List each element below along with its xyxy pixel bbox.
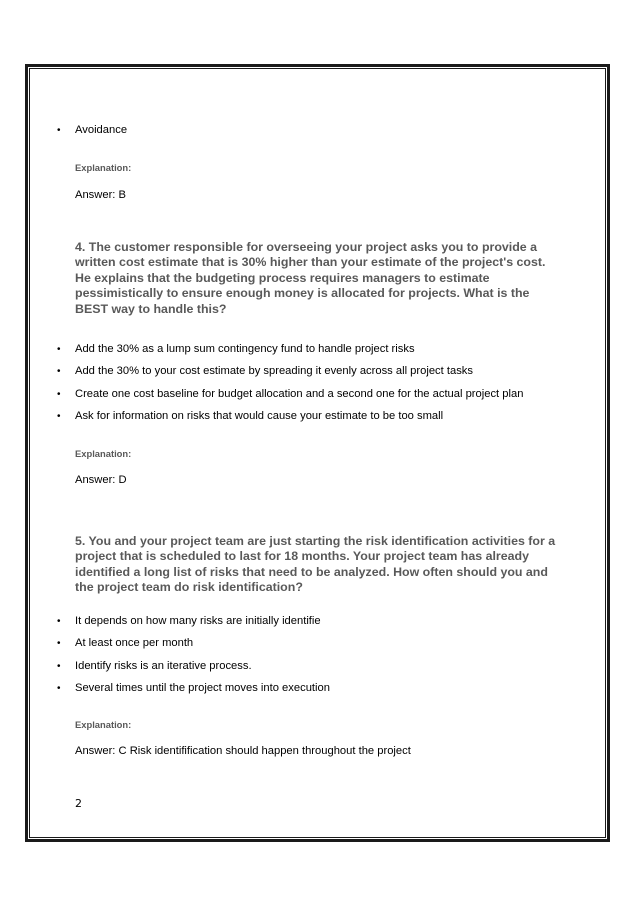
bullet-icon: • (57, 683, 61, 694)
option-item (57, 123, 127, 138)
option-text: Ask for information on risks that would cause your estimate to be too small (75, 410, 444, 422)
option-item (57, 342, 415, 357)
bullet-icon: • (57, 344, 61, 355)
question-line: written cost estimate that is 30% higher than your estimate of the project's cost. (75, 255, 546, 270)
bullet-icon: • (57, 411, 61, 422)
option-item (57, 387, 523, 402)
option-text: It depends on how many risks are initially identifie (75, 615, 321, 627)
bullet-icon: • (57, 661, 61, 672)
question-line: project that is scheduled to last for 18 months. Your project team has already (75, 549, 529, 564)
option-item (57, 364, 473, 379)
answer-text: Answer: C Risk identifification should happen throughout the project (75, 745, 411, 757)
option-text: At least once per month (75, 637, 194, 649)
option-item (57, 636, 193, 651)
page-number: 2 (75, 797, 82, 810)
question-line: He explains that the budgeting process requires managers to estimate (75, 270, 490, 285)
question-line: 5. You and your project team are just starting the risk identification activities for a (75, 534, 556, 548)
question-line: 4. The customer responsible for overseeing your project asks you to provide a (75, 240, 538, 254)
option-text: Avoidance (75, 124, 128, 136)
option-item (57, 614, 321, 629)
option-text: Add the 30% to your cost estimate by spreading it evenly across all project tasks (75, 365, 473, 377)
option-item (57, 659, 252, 674)
option-item (57, 409, 443, 424)
option-text: Identify risks is an iterative process. (75, 660, 252, 672)
bullet-icon: • (57, 366, 61, 377)
bullet-icon: • (57, 389, 61, 400)
question-5 (75, 534, 575, 596)
option-item (57, 681, 330, 696)
explanation-label: Explanation: (75, 719, 132, 730)
question-line: pessimistically to ensure enough money is allocated for projects. What is the (75, 286, 530, 301)
option-text: Add the 30% as a lump sum contingency fund to handle project risks (75, 343, 415, 355)
explanation-label: Explanation: (75, 162, 132, 173)
explanation-label: Explanation: (75, 448, 132, 459)
question-line: the project team do risk identification? (75, 580, 303, 595)
bullet-icon: • (57, 125, 61, 136)
option-text: Several times until the project moves into execution (75, 682, 330, 694)
bullet-icon: • (57, 616, 61, 627)
bullet-icon: • (57, 638, 61, 649)
answer-text: Answer: B (75, 189, 126, 201)
answer-text: Answer: D (75, 474, 127, 486)
question-line: BEST way to handle this? (75, 301, 227, 316)
question-line: identified a long list of risks that need to be analyzed. How often should you and (75, 564, 548, 579)
question-4 (75, 240, 575, 317)
option-text: Create one cost baseline for budget allocation and a second one for the actual project plan (75, 388, 524, 400)
